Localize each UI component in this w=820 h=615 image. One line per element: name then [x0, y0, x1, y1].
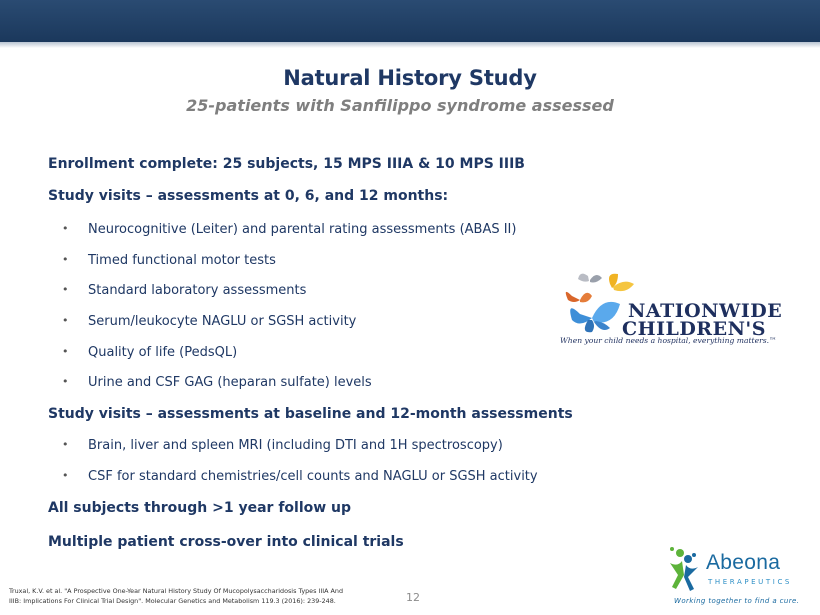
- logo-word-childrens: CHILDREN'S: [622, 318, 766, 340]
- footer-citation: [9, 586, 414, 606]
- bullet-text: Serum/leukocyte NAGLU or SGSH activity: [88, 314, 357, 329]
- bullet-dot: •: [62, 345, 69, 358]
- followup-text: All subjects through >1 year follow up: [48, 500, 352, 516]
- logo-word-nationwide: NATIONWIDE: [628, 300, 783, 322]
- slide-subtitle: 25-patients with Sanfilippo syndrome assessed: [186, 96, 614, 115]
- bullet-dot: •: [62, 222, 69, 235]
- bullet-item: [62, 469, 538, 484]
- abeona-name: Abeona: [706, 551, 781, 574]
- citation-line: IIIB: Implications For Clinical Trial Design". Molecular Genetics and Metabolism 119.3 (2016): 239-248.: [9, 597, 336, 605]
- bullet-text: Timed functional motor tests: [88, 253, 276, 268]
- abeona-logo: [664, 545, 814, 607]
- bullet-text: Quality of life (PedsQL): [88, 345, 238, 360]
- visits-heading-1: Study visits – assessments at 0, 6, and 12 months:: [48, 188, 449, 204]
- bullet-dot: •: [62, 469, 69, 482]
- header-banner-shadow: [0, 42, 820, 48]
- bullet-item: [62, 375, 372, 390]
- bullet-text: Neurocognitive (Leiter) and parental rating assessments (ABAS II): [88, 222, 517, 237]
- bullet-text: Urine and CSF GAG (heparan sulfate) levels: [88, 375, 372, 390]
- bullet-item: [62, 253, 276, 268]
- bullet-item: [62, 438, 503, 453]
- bullet-item: [62, 345, 238, 360]
- bullet-dot: •: [62, 283, 69, 296]
- abeona-tagline: Working together to find a cure.: [674, 597, 800, 605]
- bullet-item: [62, 314, 357, 329]
- bullet-dot: •: [62, 253, 69, 266]
- logo-tagline: When your child needs a hospital, everything matters.™: [560, 336, 777, 345]
- bullet-dot: •: [62, 375, 69, 388]
- header-banner: [0, 0, 820, 42]
- bullet-dot: •: [62, 314, 69, 327]
- bullet-text: Standard laboratory assessments: [88, 283, 307, 298]
- page-number: 12: [406, 591, 420, 604]
- bullet-dot: •: [62, 438, 69, 451]
- bullet-text: CSF for standard chemistries/cell counts and NAGLU or SGSH activity: [88, 469, 538, 484]
- bullet-item: [62, 283, 307, 298]
- bullet-item: [62, 222, 517, 237]
- slide-title: Natural History Study: [283, 66, 537, 90]
- citation-line: Truxal, K.V. et al. "A Prospective One-Year Natural History Study Of Mucopolysaccharidosis Types IIIA And: [9, 587, 344, 595]
- nationwide-childrens-logo: [558, 270, 798, 352]
- bullet-text: Brain, liver and spleen MRI (including DTI and 1H spectroscopy): [88, 438, 503, 453]
- enrollment-text: Enrollment complete: 25 subjects, 15 MPS IIIA & 10 MPS IIIB: [48, 156, 525, 172]
- visits-heading-2: Study visits – assessments at baseline and 12-month assessments: [48, 406, 573, 422]
- crossover-text: Multiple patient cross-over into clinical trials: [48, 534, 404, 550]
- abeona-subtitle: THERAPEUTICS: [708, 578, 792, 586]
- abeona-figures-icon: [664, 545, 704, 593]
